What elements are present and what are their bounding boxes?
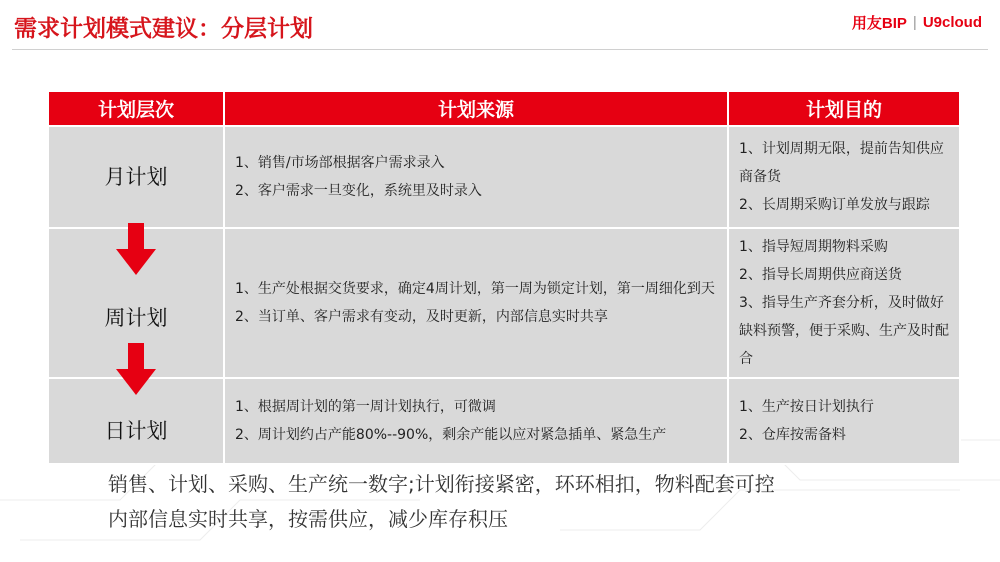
purpose-cell — [728, 228, 960, 378]
purpose-cell — [728, 126, 960, 228]
table-row — [48, 378, 960, 464]
source-line: 1、根据周计划的第一周计划执行，可微调 — [235, 399, 496, 415]
source-line: 2、周计划约占产能80%--90%，剩余产能以应对紧急插单、紧急生产 — [235, 427, 667, 443]
summary-text — [108, 467, 775, 537]
table-row — [48, 126, 960, 228]
logo-separator: | — [912, 14, 917, 31]
purpose-line: 3、指导生产齐套分析，及时做好缺料预警，便于采购、生产及时配合 — [739, 295, 949, 367]
level-cell — [48, 126, 224, 228]
source-cell — [224, 228, 728, 378]
source-cell — [224, 126, 728, 228]
source-line: 2、当订单、客户需求有变动，及时更新，内部信息实时共享 — [235, 309, 608, 325]
down-arrow-icon — [116, 343, 156, 395]
purpose-line: 2、长周期采购订单发放与跟踪 — [739, 197, 930, 213]
summary-line: 内部信息实时共享，按需供应，减少库存积压 — [108, 507, 508, 531]
down-arrow-icon — [116, 223, 156, 275]
header-level: 计划层次 — [48, 91, 224, 126]
table-row — [48, 228, 960, 378]
brand-logo — [852, 12, 982, 33]
purpose-line: 1、指导短周期物料采购 — [739, 239, 888, 255]
summary-line: 销售、计划、采购、生产统一数字;计划衔接紧密，环环相扣，物料配套可控 — [108, 472, 775, 496]
slide-title: 需求计划模式建议：分层计划 — [14, 16, 313, 42]
level-label: 日计划 — [104, 419, 168, 443]
header-purpose: 计划目的 — [728, 91, 960, 126]
purpose-line: 1、计划周期无限，提前告知供应商备货 — [739, 141, 944, 185]
source-line: 2、客户需求一旦变化，系统里及时录入 — [235, 183, 482, 199]
header-source: 计划来源 — [224, 91, 728, 126]
level-cell — [48, 378, 224, 464]
purpose-cell — [728, 378, 960, 464]
title-divider — [12, 49, 988, 50]
table-header-row — [48, 91, 960, 126]
source-line: 1、销售/市场部根据客户需求录入 — [235, 155, 445, 171]
source-line: 1、生产处根据交货要求，确定4周计划，第一周为锁定计划，第一周细化到天 — [235, 281, 715, 297]
logo-brand: 用友BIP — [851, 15, 907, 32]
level-label: 月计划 — [104, 165, 168, 189]
purpose-line: 1、生产按日计划执行 — [739, 399, 874, 415]
source-cell — [224, 378, 728, 464]
logo-product: U9cloud — [922, 14, 982, 31]
purpose-line: 2、仓库按需备料 — [739, 427, 846, 443]
purpose-line: 2、指导长周期供应商送货 — [739, 267, 902, 283]
level-label: 周计划 — [104, 306, 168, 330]
plan-table — [47, 90, 961, 465]
